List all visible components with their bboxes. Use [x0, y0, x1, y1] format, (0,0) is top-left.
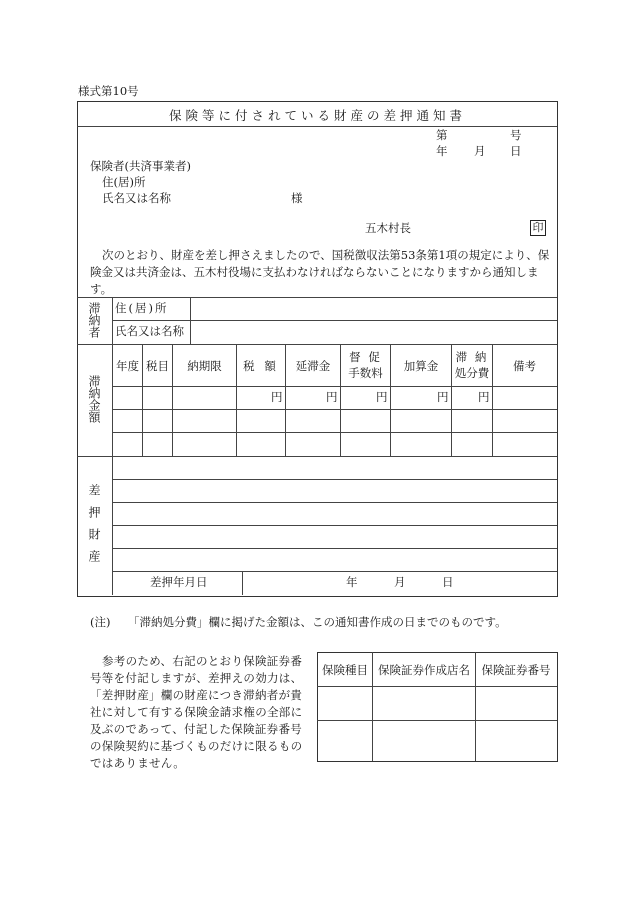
divider-amount-header	[112, 386, 557, 387]
doc-date-month: 月	[474, 144, 486, 158]
divider-amount-row1	[112, 409, 557, 410]
note-label: (注)	[90, 615, 111, 629]
form-frame	[77, 101, 558, 597]
delinquent-address-label: 住(居)所	[115, 301, 169, 315]
seal-icon: 印	[530, 220, 546, 236]
divider-seized-2	[112, 502, 557, 503]
doc-number-suffix: 号	[510, 128, 522, 142]
seized-date-label: 差押年月日	[150, 575, 208, 589]
header-disposal-cost-2: 処分費	[454, 366, 490, 380]
header-late-fee: 延滞金	[295, 359, 331, 373]
yen-disposal-cost: 円	[478, 390, 490, 404]
header-tax-amount: 税 額	[243, 359, 279, 373]
issuer-title: 五木村長	[365, 221, 411, 235]
divider-seized-3	[112, 525, 557, 526]
policy-header-branch: 保険証券作成店名	[378, 663, 470, 677]
delinquent-section-label: 滞納者	[87, 302, 101, 338]
page-title: 保険等に付されている財産の差押通知書	[168, 108, 466, 123]
recipient-honorific: 様	[291, 191, 303, 205]
seized-date-year: 年	[346, 575, 358, 589]
divider-seized-5	[112, 571, 557, 572]
recipient-name-label: 氏名又は名称	[102, 191, 171, 205]
seized-date-day: 日	[442, 575, 454, 589]
divider-delinquent	[77, 297, 557, 298]
yen-late-fee: 円	[326, 390, 338, 404]
header-demand-fee-1: 督 促	[349, 350, 382, 364]
yen-added-tax: 円	[437, 390, 449, 404]
header-demand-fee-2: 手数料	[348, 366, 383, 380]
doc-number-label: 第	[436, 128, 448, 142]
recipient-heading: 保険者(共済事業者)	[90, 159, 191, 173]
header-disposal-cost-1: 滞 納	[455, 350, 489, 364]
header-tax-item: 税目	[146, 359, 169, 373]
recipient-address-label: 住(居)所	[102, 175, 146, 189]
seized-date-divider	[242, 571, 243, 595]
divider-delinquent-mid	[112, 320, 557, 321]
reference-text: 参考のため、右記のとおり保険証券番号等を付記しますが、差押えの効力は、「差押財産」欄の財産につき滞納者が貴社に対して有する保険金請求権の全部に及ぶのであって、付記した保険証券番号の保険契約に基づくものだけに限るものではありません。	[90, 654, 303, 770]
form-number: 様式第10号	[78, 84, 139, 98]
header-added-tax: 加算金	[403, 359, 439, 373]
title-divider	[77, 126, 557, 127]
delinquent-label-divider	[190, 297, 191, 344]
doc-date-year: 年	[436, 144, 448, 158]
yen-demand-fee: 円	[376, 390, 388, 404]
amounts-section-label: 滞納金額	[87, 375, 101, 423]
seized-date-month: 月	[394, 575, 406, 589]
divider-seized-4	[112, 548, 557, 549]
policy-header-type: 保険種目	[322, 663, 368, 677]
header-remarks: 備考	[513, 359, 536, 373]
header-year: 年度	[116, 359, 139, 373]
divider-amount-row2	[112, 432, 557, 433]
left-column-divider	[112, 297, 113, 595]
notice-body: 次のとおり、財産を差し押さえましたので、国税徴収法第53条第1項の規定により、保険金又は共済金は、五木村役場に支払わなければならないことになりますから通知します。	[90, 248, 550, 296]
policy-header-number: 保険証券番号	[481, 663, 551, 677]
delinquent-name-label: 氏名又は名称	[115, 324, 184, 338]
divider-seized	[77, 456, 557, 457]
policy-header-divider	[317, 686, 557, 687]
policy-row-divider	[317, 720, 557, 721]
divider-seized-1	[112, 479, 557, 480]
header-due-date: 納期限	[187, 359, 222, 373]
doc-date-day: 日	[510, 144, 522, 158]
divider-amounts	[77, 344, 557, 345]
yen-tax-amount: 円	[271, 390, 283, 404]
note-text: 「滞納処分費」欄に掲げた金額は、この通知書作成の日までのものです。	[128, 615, 507, 629]
seized-section-label: 差押財産	[87, 484, 101, 572]
